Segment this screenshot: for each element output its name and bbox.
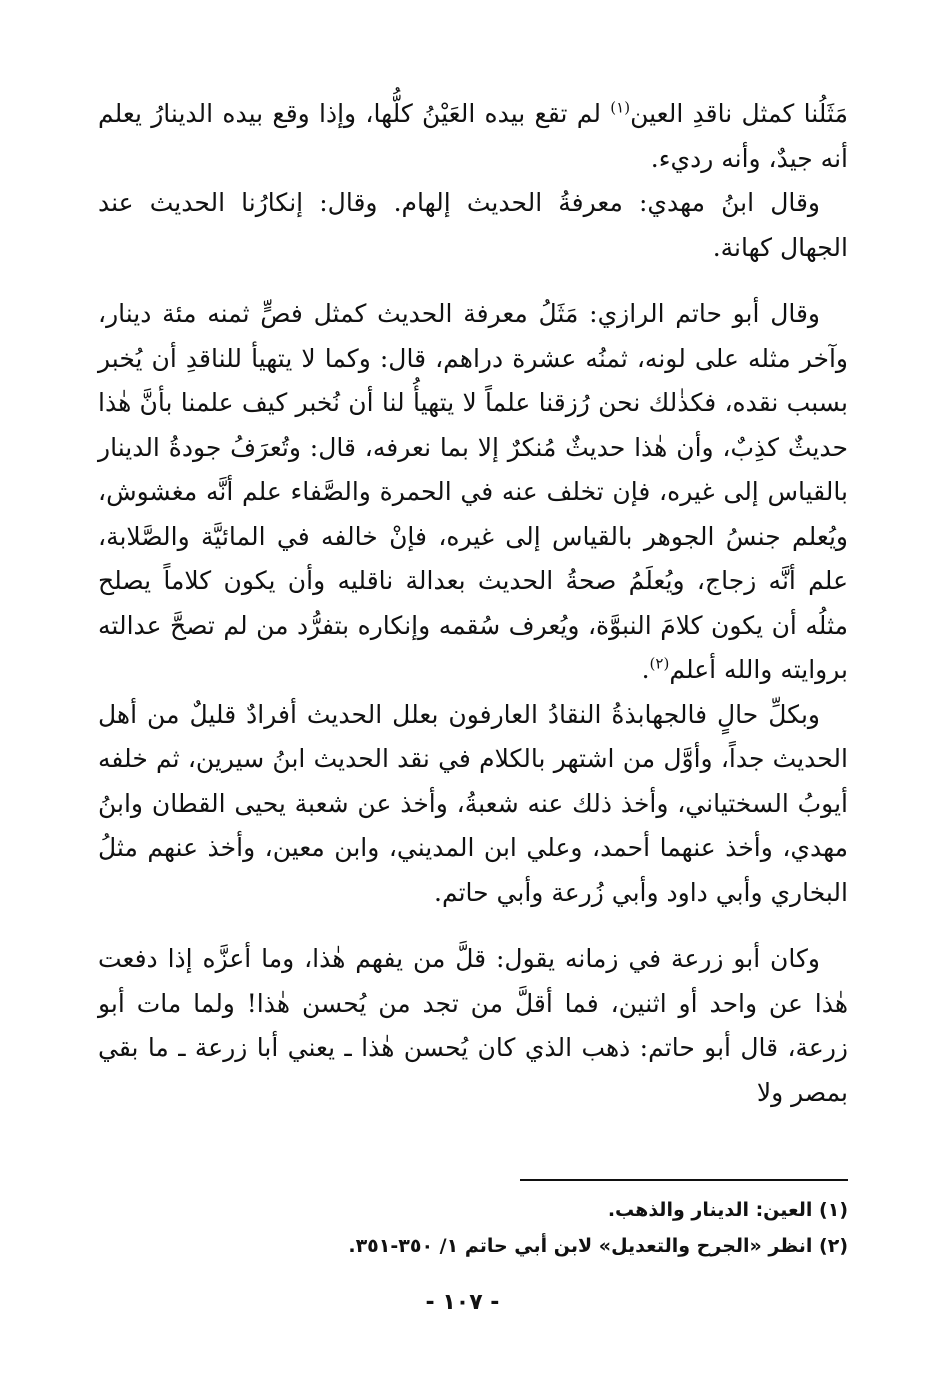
footnote-2: (٢) انظر «الجرح والتعديل» لابن أبي حاتم ١/ ٣٥٠-٣٥١. (348, 1235, 848, 1257)
footnote-ref-1: (١) (610, 98, 631, 117)
paragraph-5: وكان أبو زرعة في زمانه يقول: قلَّ من يفهم هٰذا، وما أعزَّه إذا دفعت هٰذا عن واحد أو اثنين، فما أقلَّ من تجد من يُحسن هٰذا! ولما مات أبو زرعة، قال أبو حاتم: ذهب الذي كان يُحسن هٰذا ـ يعني أبا زرعة ـ ما بقي بمصر ولا (98, 944, 848, 1107)
paragraph-1-text-b: لم تقع بيده العَيْنُ كلُّها، وإذا وقع بيده الدينارُ يعلم أنه جيدٌ، وأنه رديء. (98, 99, 848, 173)
page-body (98, 92, 848, 1115)
paragraph-3 (98, 292, 848, 693)
page-number: - ١٠٧ - (425, 1290, 500, 1315)
footnotes (98, 1192, 848, 1264)
footnote-1: (١) العين: الدينار والذهب. (607, 1199, 848, 1221)
footnote-ref-2: (٢) (649, 654, 670, 673)
paragraph-3-text-a: وقال أبو حاتم الرازي: مَثَلُ معرفة الحديث كمثل فصٍّ ثمنه مئة دينار، وآخر مثله على لونه، ثمنُه عشرة دراهم، قال: وكما لا يتهيأ للناقدِ أن يُخبر بسبب نقده، فكذٰلك نحن رُزقنا علماً لا يتهيأُ لنا أن نُخبر كيف علمنا بأنَّ هٰذا حديثٌ كذِبٌ، وأن هٰذا حديثٌ مُنكرٌ إلا بما نعرفه، قال: وتُعرَفُ جودةُ الدينار بالقياس إلى غيره، فإن تخلف عنه في الحمرة والصَّفاء علم أنَّه مغشوش، ويُعلم جنسُ الجوهر بالقياس إلى غيره، فإنْ خالفه في المائيَّة والصَّلابة، علم أنَّه زجاج، ويُعلَمُ صحةُ الحديث بعدالة ناقليه وأن يكون كلاماً يصلح مثلُه أن يكون كلامَ النبوَّة، ويُعرف سُقمه وإنكاره بتفرُّد من لم تصحَّ عدالته بروايته والله أعلم (98, 299, 848, 684)
paragraph-2: وقال ابنُ مهدي: معرفةُ الحديث إلهام. وقال: إنكارُنا الحديث عند الجهال كهانة. (98, 188, 848, 262)
footnote-separator (520, 1179, 848, 1181)
paragraph-3-text-b: . (641, 655, 650, 684)
paragraph-1-text-a: مَثَلُنا كمثل ناقدِ العين (630, 99, 848, 128)
paragraph-4: وبكلِّ حالٍ فالجهابذةُ النقادُ العارفون بعلل الحديث أفرادٌ قليلٌ من أهل الحديث جداً، وأوَّل من اشتهر بالكلام في نقد الحديث ابنُ سيرين، ثم خلفه أيوبُ السختياني، وأخذ ذلك عنه شعبةُ، وأخذ عن شعبة يحيى القطان وابنُ مهدي، وأخذ عنهما أحمد، وعلي ابن المديني، وابن معين، وأخذ عنهم مثلُ البخاري وأبي داود وأبي زُرعة وأبي حاتم. (98, 699, 848, 907)
paragraph-1 (98, 92, 848, 181)
